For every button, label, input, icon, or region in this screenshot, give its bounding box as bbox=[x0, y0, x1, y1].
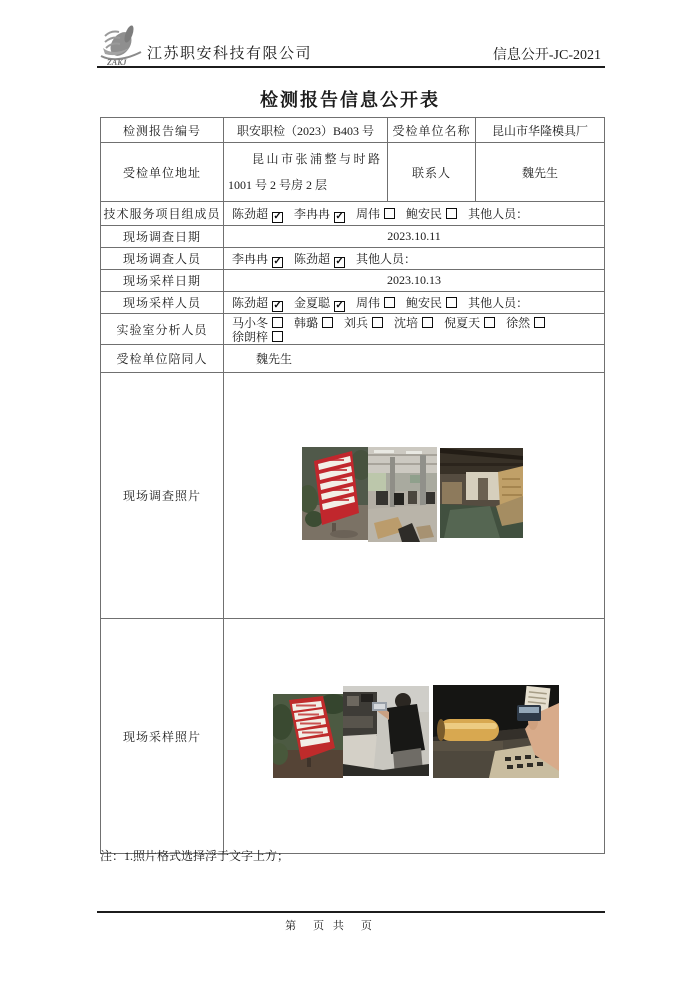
member-name: 刘兵 bbox=[344, 316, 369, 330]
escort-value: 魏先生 bbox=[256, 352, 293, 366]
team-members bbox=[224, 202, 604, 225]
document-code: 信息公开-JC-2021 bbox=[492, 48, 601, 63]
sampling-date-label: 现场采样日期 bbox=[101, 270, 224, 291]
member-name: 李冉冉 bbox=[232, 251, 269, 266]
row-team bbox=[101, 202, 604, 226]
lab-staff-members bbox=[224, 314, 604, 344]
member-item bbox=[406, 296, 457, 310]
member-item bbox=[232, 252, 283, 266]
checkbox-unchecked-icon bbox=[272, 331, 283, 342]
member-item bbox=[506, 316, 545, 330]
member-item bbox=[344, 316, 383, 330]
unit-address-value bbox=[224, 143, 388, 201]
row-report-no bbox=[101, 118, 604, 143]
member-item bbox=[232, 207, 283, 221]
company-name: 江苏职安科技有限公司 bbox=[147, 46, 313, 62]
report-no-label: 检测报告编号 bbox=[101, 118, 224, 142]
survey-photos-label: 现场调查照片 bbox=[101, 373, 224, 618]
contact-value: 魏先生 bbox=[521, 165, 558, 180]
row-sampling-photos bbox=[101, 619, 604, 853]
survey-staff-other-label: 其他人员： bbox=[356, 252, 417, 266]
report-no-value: 职安职检（2023）B403 号 bbox=[224, 118, 388, 142]
escort-label: 受检单位陪同人 bbox=[101, 345, 224, 372]
member-item bbox=[232, 296, 283, 310]
checkbox-checked-icon: ✓ bbox=[273, 299, 282, 311]
row-lab-staff bbox=[101, 314, 604, 345]
checkbox-unchecked-icon bbox=[384, 208, 395, 219]
sampling-staff-other-label: 其他人员： bbox=[468, 296, 529, 310]
member-name: 倪夏天 bbox=[444, 316, 481, 330]
member-name: 周伟 bbox=[356, 295, 381, 310]
checkbox-unchecked-icon bbox=[446, 208, 457, 219]
member-item bbox=[356, 207, 395, 221]
member-name: 韩璐 bbox=[294, 316, 319, 330]
survey-date-label: 现场调查日期 bbox=[101, 226, 224, 247]
sampling-staff-member-list bbox=[232, 294, 468, 312]
member-item bbox=[232, 316, 283, 330]
member-name: 沈培 bbox=[394, 316, 419, 330]
row-unit-address bbox=[101, 143, 604, 202]
survey-photo-red-warning-sign bbox=[302, 447, 368, 540]
member-name: 徐然 bbox=[506, 316, 531, 330]
checkbox-unchecked-icon bbox=[484, 317, 495, 328]
page-title: 检测报告信息公开表 bbox=[260, 90, 440, 110]
member-item bbox=[294, 296, 345, 310]
member-item bbox=[294, 207, 345, 221]
member-item bbox=[406, 207, 457, 221]
member-item bbox=[444, 316, 495, 330]
disclosure-form-table bbox=[100, 117, 605, 854]
member-item bbox=[394, 316, 433, 330]
member-name: 陈劲超 bbox=[294, 251, 331, 266]
survey-staff-label: 现场调查人员 bbox=[101, 248, 224, 269]
member-name: 陈劲超 bbox=[232, 206, 269, 221]
sampling-photos-label: 现场采样照片 bbox=[101, 619, 224, 853]
address-line-2: 1001 号 2 号房 2 层 bbox=[228, 178, 328, 192]
survey-staff-members bbox=[224, 248, 604, 269]
team-member-list bbox=[232, 205, 468, 223]
checkbox-unchecked-icon bbox=[446, 297, 457, 308]
checkbox-checked-icon: ✓ bbox=[273, 255, 282, 267]
checkbox-checked-icon: ✓ bbox=[335, 299, 344, 311]
unit-name-label: 受检单位名称 bbox=[388, 118, 476, 142]
member-name: 李冉冉 bbox=[294, 206, 331, 221]
member-name: 鲍安民 bbox=[406, 295, 443, 310]
sampling-date-value: 2023.10.13 bbox=[387, 273, 441, 287]
footer-divider bbox=[97, 911, 605, 913]
row-survey-photos bbox=[101, 373, 604, 619]
member-name: 陈劲超 bbox=[232, 295, 269, 310]
unit-name-value: 昆山市华隆模具厂 bbox=[491, 123, 588, 138]
checkbox-unchecked-icon bbox=[322, 317, 333, 328]
address-line-1: 昆山市张浦整与时路 bbox=[252, 152, 383, 166]
survey-staff-member-list bbox=[232, 250, 356, 268]
page-number-text: 第 页 共 页 bbox=[285, 920, 375, 932]
member-item bbox=[356, 296, 395, 310]
member-name: 金夏聪 bbox=[294, 295, 331, 310]
member-item bbox=[294, 316, 333, 330]
row-sampling-date bbox=[101, 270, 604, 292]
company-logo-icon bbox=[99, 22, 147, 66]
sampling-staff-label: 现场采样人员 bbox=[101, 292, 224, 313]
checkbox-unchecked-icon bbox=[422, 317, 433, 328]
lab-staff-label: 实验室分析人员 bbox=[101, 314, 224, 344]
row-survey-staff bbox=[101, 248, 604, 270]
member-name: 周伟 bbox=[356, 206, 381, 221]
row-survey-date bbox=[101, 226, 604, 248]
checkbox-checked-icon: ✓ bbox=[335, 210, 344, 222]
member-name: 马小冬 bbox=[232, 316, 269, 330]
header-divider bbox=[97, 66, 605, 68]
team-label: 技术服务项目组成员 bbox=[101, 202, 224, 225]
sampling-staff-members bbox=[224, 292, 604, 313]
row-sampling-staff bbox=[101, 292, 604, 314]
lab-staff-member-list bbox=[232, 316, 604, 344]
sampling-photo-red-warning-sign bbox=[273, 694, 343, 778]
checkbox-unchecked-icon bbox=[534, 317, 545, 328]
member-name: 鲍安民 bbox=[406, 206, 443, 221]
checkbox-unchecked-icon bbox=[384, 297, 395, 308]
member-item bbox=[294, 252, 345, 266]
survey-date-value: 2023.10.11 bbox=[387, 229, 441, 243]
checkbox-unchecked-icon bbox=[372, 317, 383, 328]
member-name: 徐朗梓 bbox=[232, 330, 269, 344]
unit-address-label: 受检单位地址 bbox=[101, 143, 224, 201]
row-escort bbox=[101, 345, 604, 373]
survey-photo-warehouse-interior bbox=[440, 448, 523, 538]
team-other-label: 其他人员： bbox=[468, 207, 529, 221]
survey-photo-workshop-interior bbox=[368, 447, 437, 542]
survey-photos-cell bbox=[224, 373, 604, 618]
checkbox-checked-icon: ✓ bbox=[273, 210, 282, 222]
sampling-photos-cell bbox=[224, 619, 604, 853]
footnote: 注：1.照片格式选择浮于文字上方； bbox=[100, 849, 290, 863]
sampling-photo-hand-with-meter bbox=[433, 685, 559, 778]
checkbox-checked-icon: ✓ bbox=[335, 255, 344, 267]
member-item bbox=[232, 330, 283, 344]
sampling-photo-worker-holding-device bbox=[343, 686, 429, 776]
checkbox-unchecked-icon bbox=[272, 317, 283, 328]
svg-text:ZAKJ: ZAKJ bbox=[107, 58, 127, 66]
contact-label: 联系人 bbox=[388, 143, 476, 201]
